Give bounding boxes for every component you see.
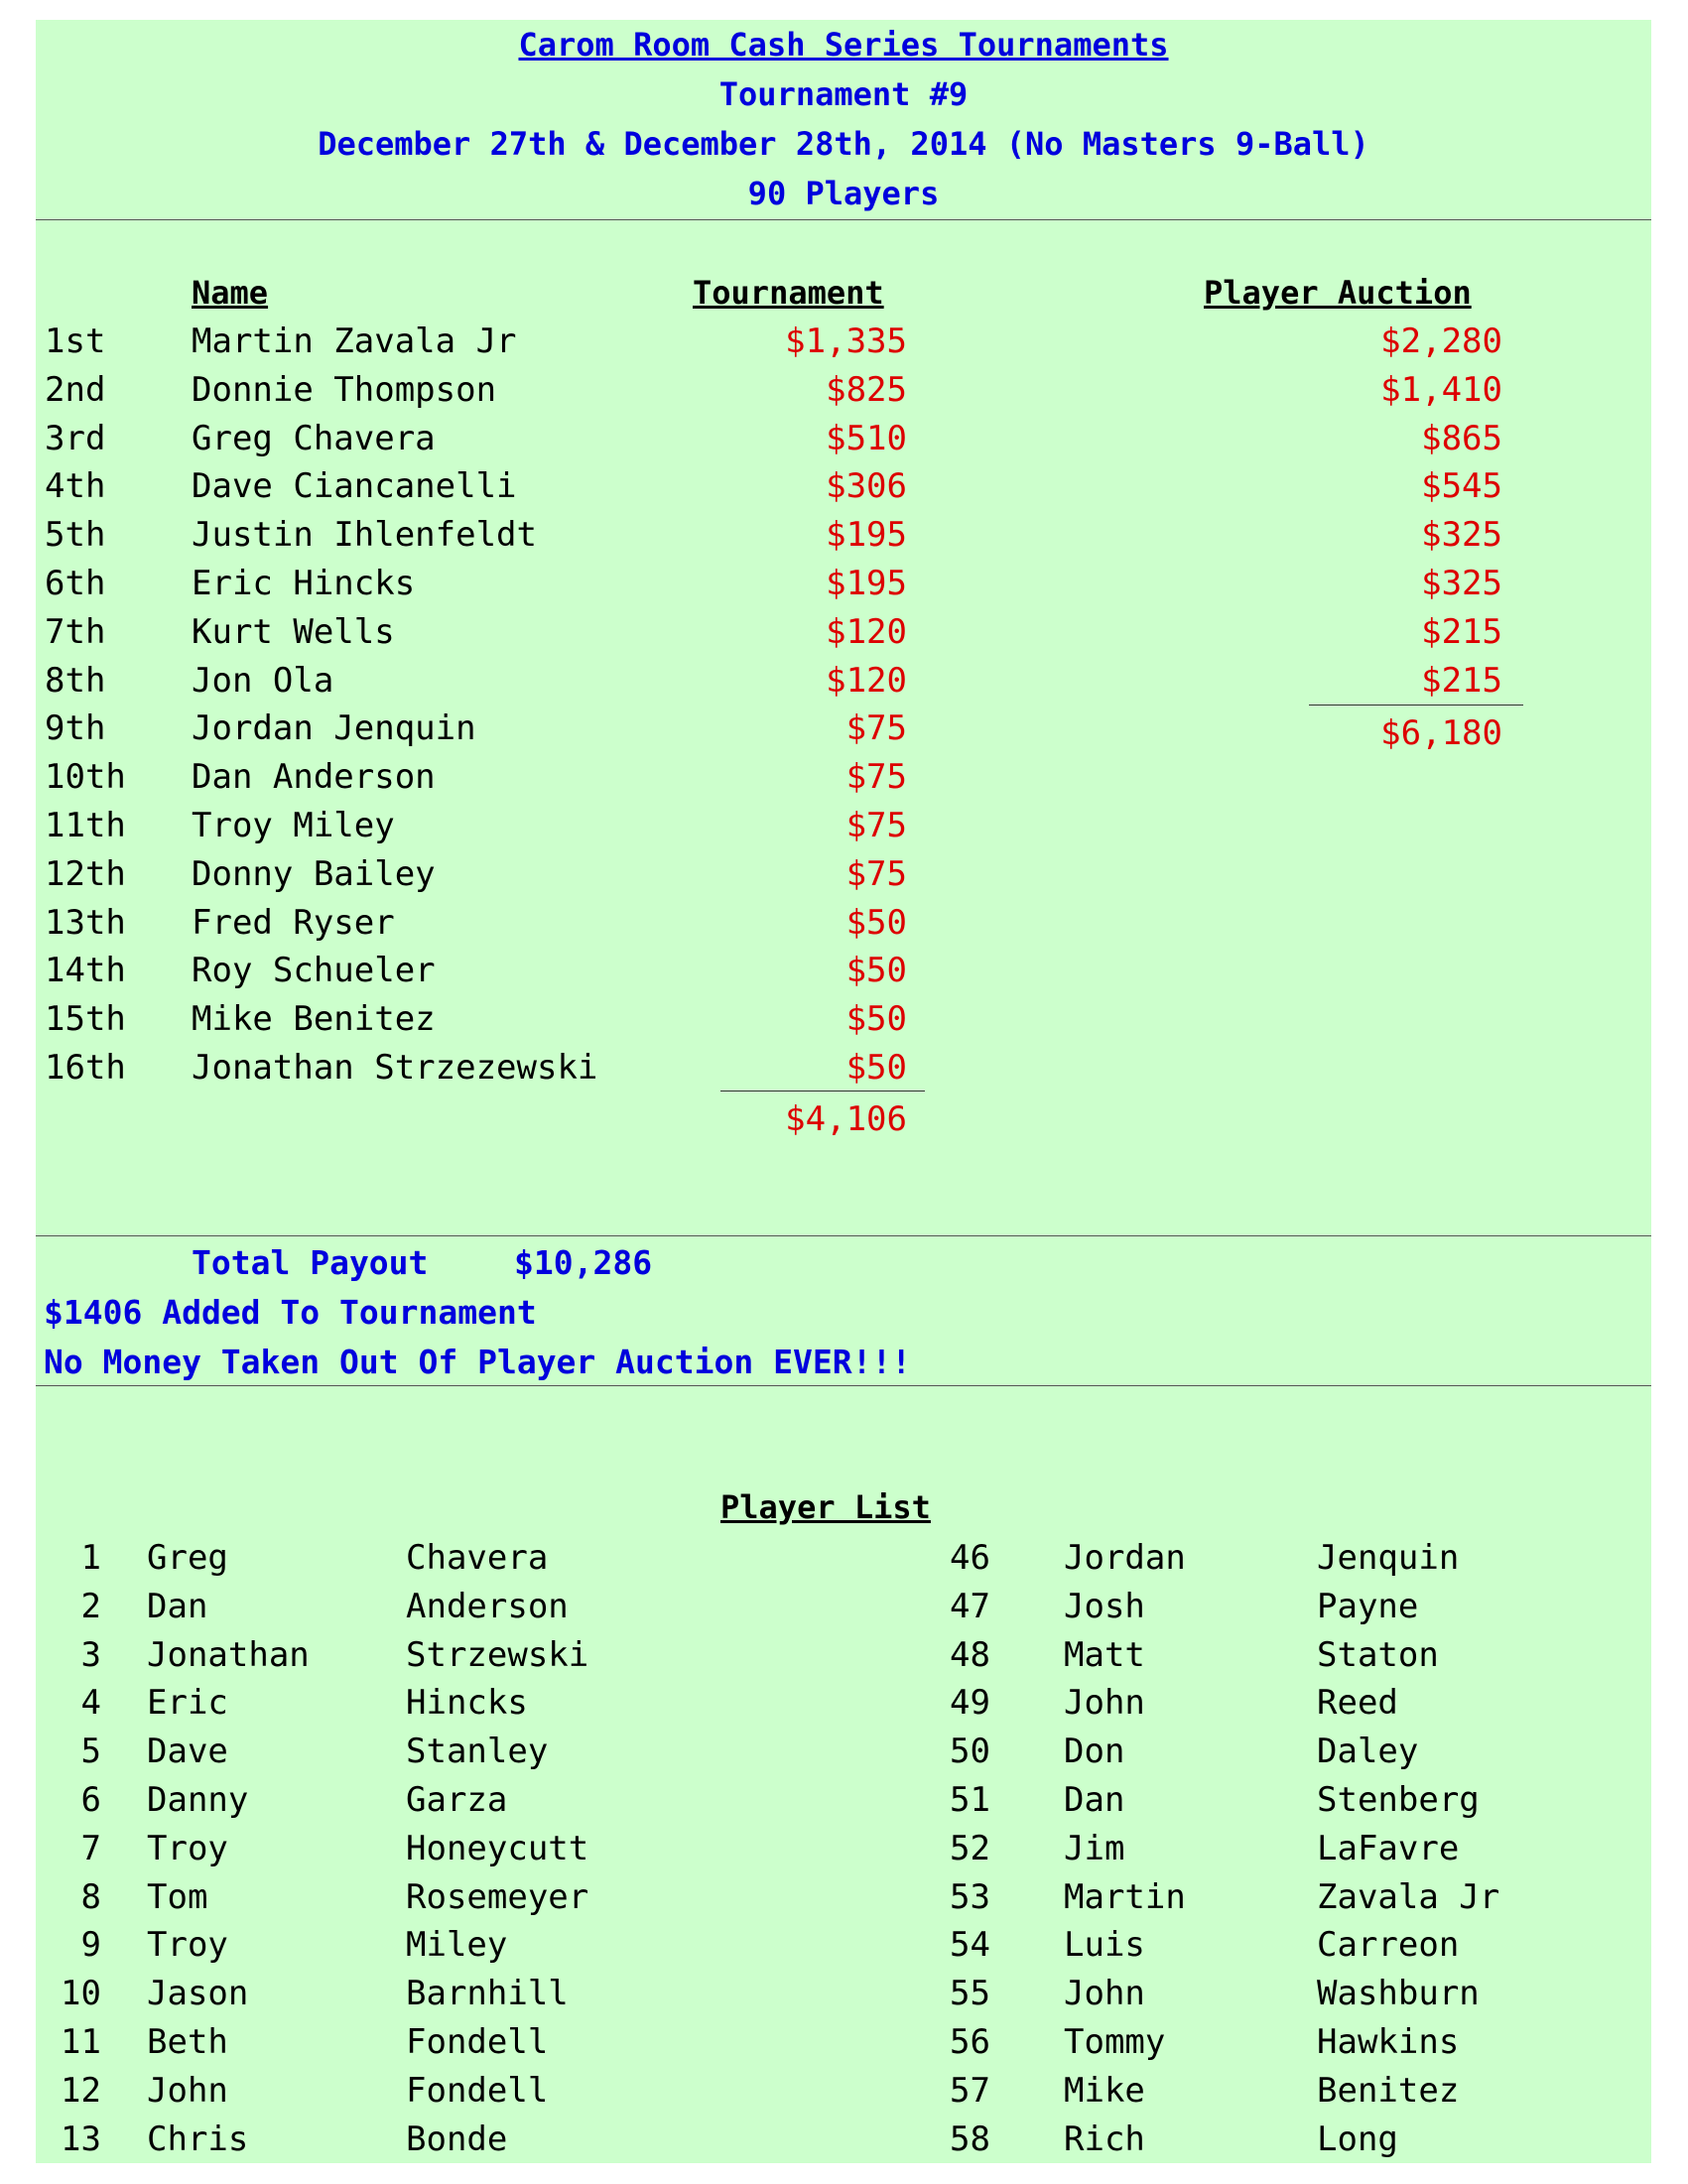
auction-total: $6,180 — [1380, 713, 1502, 753]
player-last-name: Jenquin — [1317, 1538, 1460, 1578]
total-payout-label: Total Payout — [192, 1243, 429, 1282]
player-first-name: Jim — [1064, 1829, 1125, 1868]
player-first-name: Beth — [147, 2022, 228, 2062]
result-tournament-prize: $195 — [826, 564, 907, 603]
result-auction-prize: $325 — [1421, 515, 1502, 555]
result-auction-prize: $1,410 — [1380, 370, 1502, 410]
player-first-name: Rich — [1064, 2120, 1145, 2159]
result-name: Dan Anderson — [192, 757, 436, 797]
player-first-name: Jason — [147, 1974, 249, 2013]
result-name: Kurt Wells — [192, 612, 395, 652]
player-first-name: Tommy — [1064, 2022, 1166, 2062]
player-last-name: Daley — [1317, 1732, 1419, 1771]
result-name: Greg Chavera — [192, 419, 436, 458]
player-last-name: Fondell — [406, 2071, 549, 2111]
result-tournament-prize: $1,335 — [785, 321, 907, 361]
result-place: 3rd — [45, 419, 106, 458]
player-last-name: Stenberg — [1317, 1780, 1480, 1820]
player-first-name: Chris — [147, 2120, 249, 2159]
player-number: 4 — [80, 1683, 101, 1723]
player-number: 56 — [950, 2022, 990, 2062]
result-auction-prize: $2,280 — [1380, 321, 1502, 361]
result-name: Eric Hincks — [192, 564, 416, 603]
auction-note: No Money Taken Out Of Player Auction EVER!!! — [44, 1343, 912, 1381]
result-name: Troy Miley — [192, 806, 395, 845]
player-number: 13 — [61, 2120, 101, 2159]
result-name: Dave Ciancanelli — [192, 466, 517, 506]
player-first-name: Martin — [1064, 1877, 1186, 1917]
result-tournament-prize: $306 — [826, 466, 907, 506]
player-number: 54 — [950, 1925, 990, 1965]
player-first-name: Jonathan — [147, 1635, 310, 1675]
player-number: 6 — [80, 1780, 101, 1820]
result-tournament-prize: $825 — [826, 370, 907, 410]
player-last-name: Anderson — [406, 1587, 569, 1626]
player-last-name: Bonde — [406, 2120, 508, 2159]
result-place: 9th — [45, 708, 106, 748]
total-payout-value: $10,286 — [514, 1243, 653, 1282]
result-place: 15th — [45, 999, 126, 1039]
player-number: 12 — [61, 2071, 101, 2111]
player-last-name: Garza — [406, 1780, 508, 1820]
player-first-name: Dan — [1064, 1780, 1125, 1820]
player-count: 90 Players — [747, 175, 940, 212]
player-first-name: Josh — [1064, 1587, 1145, 1626]
player-first-name: John — [1064, 1683, 1145, 1723]
result-name: Jordan Jenquin — [192, 708, 476, 748]
result-name: Fred Ryser — [192, 903, 395, 943]
result-auction-prize: $865 — [1421, 419, 1502, 458]
player-last-name: Fondell — [406, 2022, 549, 2062]
player-number: 48 — [950, 1635, 990, 1675]
player-number: 58 — [950, 2120, 990, 2159]
player-last-name: Stanley — [406, 1732, 549, 1771]
result-name: Donnie Thompson — [192, 370, 497, 410]
player-first-name: Mike — [1064, 2071, 1145, 2111]
player-first-name: John — [147, 2071, 228, 2111]
player-first-name: Greg — [147, 1538, 228, 1578]
result-place: 8th — [45, 661, 106, 701]
result-place: 2nd — [45, 370, 106, 410]
result-place: 13th — [45, 903, 126, 943]
player-first-name: Jordan — [1064, 1538, 1186, 1578]
result-tournament-prize: $50 — [845, 903, 907, 943]
result-tournament-prize: $50 — [845, 999, 907, 1039]
divider — [36, 1385, 1651, 1386]
result-name: Roy Schueler — [192, 951, 436, 990]
result-tournament-prize: $120 — [826, 612, 907, 652]
col-name-header: Name — [192, 274, 269, 312]
result-tournament-prize: $75 — [845, 806, 907, 845]
player-number: 51 — [950, 1780, 990, 1820]
result-place: 6th — [45, 564, 106, 603]
player-number: 52 — [950, 1829, 990, 1868]
result-tournament-prize: $195 — [826, 515, 907, 555]
result-place: 11th — [45, 806, 126, 845]
player-list-title: Player List — [720, 1488, 931, 1526]
player-first-name: John — [1064, 1974, 1145, 2013]
tournament-title: Tournament #9 — [718, 75, 969, 113]
player-number: 9 — [80, 1925, 101, 1965]
player-last-name: Reed — [1317, 1683, 1398, 1723]
player-first-name: Troy — [147, 1925, 228, 1965]
result-tournament-prize: $50 — [845, 1048, 907, 1088]
player-number: 46 — [950, 1538, 990, 1578]
result-name: Jon Ola — [192, 661, 334, 701]
player-number: 57 — [950, 2071, 990, 2111]
result-name: Jonathan Strzezewski — [192, 1048, 598, 1088]
added-note: $1406 Added To Tournament — [44, 1293, 537, 1332]
result-place: 7th — [45, 612, 106, 652]
result-tournament-prize: $510 — [826, 419, 907, 458]
result-place: 16th — [45, 1048, 126, 1088]
player-number: 47 — [950, 1587, 990, 1626]
player-number: 11 — [61, 2022, 101, 2062]
result-name: Mike Benitez — [192, 999, 436, 1039]
result-place: 12th — [45, 854, 126, 894]
result-tournament-prize: $120 — [826, 661, 907, 701]
player-last-name: Payne — [1317, 1587, 1419, 1626]
player-first-name: Eric — [147, 1683, 228, 1723]
series-title: Carom Room Cash Series Tournaments — [518, 26, 1169, 64]
result-auction-prize: $545 — [1421, 466, 1502, 506]
player-number: 5 — [80, 1732, 101, 1771]
player-first-name: Tom — [147, 1877, 208, 1917]
tournament-total: $4,106 — [785, 1099, 907, 1139]
player-last-name: Staton — [1317, 1635, 1439, 1675]
player-first-name: Troy — [147, 1829, 228, 1868]
player-first-name: Dan — [147, 1587, 208, 1626]
player-number: 53 — [950, 1877, 990, 1917]
player-number: 8 — [80, 1877, 101, 1917]
result-place: 1st — [45, 321, 106, 361]
divider — [36, 1235, 1651, 1236]
player-first-name: Matt — [1064, 1635, 1145, 1675]
result-place: 14th — [45, 951, 126, 990]
player-number: 3 — [80, 1635, 101, 1675]
player-last-name: Hawkins — [1317, 2022, 1460, 2062]
result-tournament-prize: $75 — [845, 854, 907, 894]
result-place: 10th — [45, 757, 126, 797]
result-name: Donny Bailey — [192, 854, 436, 894]
player-first-name: Luis — [1064, 1925, 1145, 1965]
document-panel — [36, 20, 1651, 2163]
player-last-name: Long — [1317, 2120, 1398, 2159]
player-last-name: Washburn — [1317, 1974, 1480, 2013]
tournament-dates: December 27th & December 28th, 2014 (No Masters 9-Ball) — [318, 125, 1369, 163]
tournament-total-rule — [720, 1091, 925, 1092]
result-tournament-prize: $75 — [845, 757, 907, 797]
result-name: Justin Ihlenfeldt — [192, 515, 537, 555]
col-auction-header: Player Auction — [1204, 274, 1472, 312]
player-first-name: Danny — [147, 1780, 249, 1820]
player-last-name: Miley — [406, 1925, 508, 1965]
player-first-name: Dave — [147, 1732, 228, 1771]
result-auction-prize: $215 — [1421, 612, 1502, 652]
result-place: 4th — [45, 466, 106, 506]
result-tournament-prize: $50 — [845, 951, 907, 990]
result-place: 5th — [45, 515, 106, 555]
player-number: 49 — [950, 1683, 990, 1723]
player-last-name: Hincks — [406, 1683, 528, 1723]
player-last-name: Benitez — [1317, 2071, 1460, 2111]
player-last-name: Zavala Jr — [1317, 1877, 1500, 1917]
player-last-name: Rosemeyer — [406, 1877, 589, 1917]
player-last-name: Carreon — [1317, 1925, 1460, 1965]
player-number: 1 — [80, 1538, 101, 1578]
result-auction-prize: $325 — [1421, 564, 1502, 603]
result-tournament-prize: $75 — [845, 708, 907, 748]
col-tournament-header: Tournament — [693, 274, 884, 312]
player-number: 50 — [950, 1732, 990, 1771]
player-last-name: Barnhill — [406, 1974, 569, 2013]
player-last-name: LaFavre — [1317, 1829, 1460, 1868]
player-last-name: Strzewski — [406, 1635, 589, 1675]
player-number: 2 — [80, 1587, 101, 1626]
player-last-name: Chavera — [406, 1538, 549, 1578]
player-number: 10 — [61, 1974, 101, 2013]
player-number: 7 — [80, 1829, 101, 1868]
player-last-name: Honeycutt — [406, 1829, 589, 1868]
result-name: Martin Zavala Jr — [192, 321, 517, 361]
divider — [36, 219, 1651, 220]
player-first-name: Don — [1064, 1732, 1125, 1771]
player-number: 55 — [950, 1974, 990, 2013]
result-auction-prize: $215 — [1421, 661, 1502, 701]
auction-total-rule — [1309, 705, 1523, 706]
